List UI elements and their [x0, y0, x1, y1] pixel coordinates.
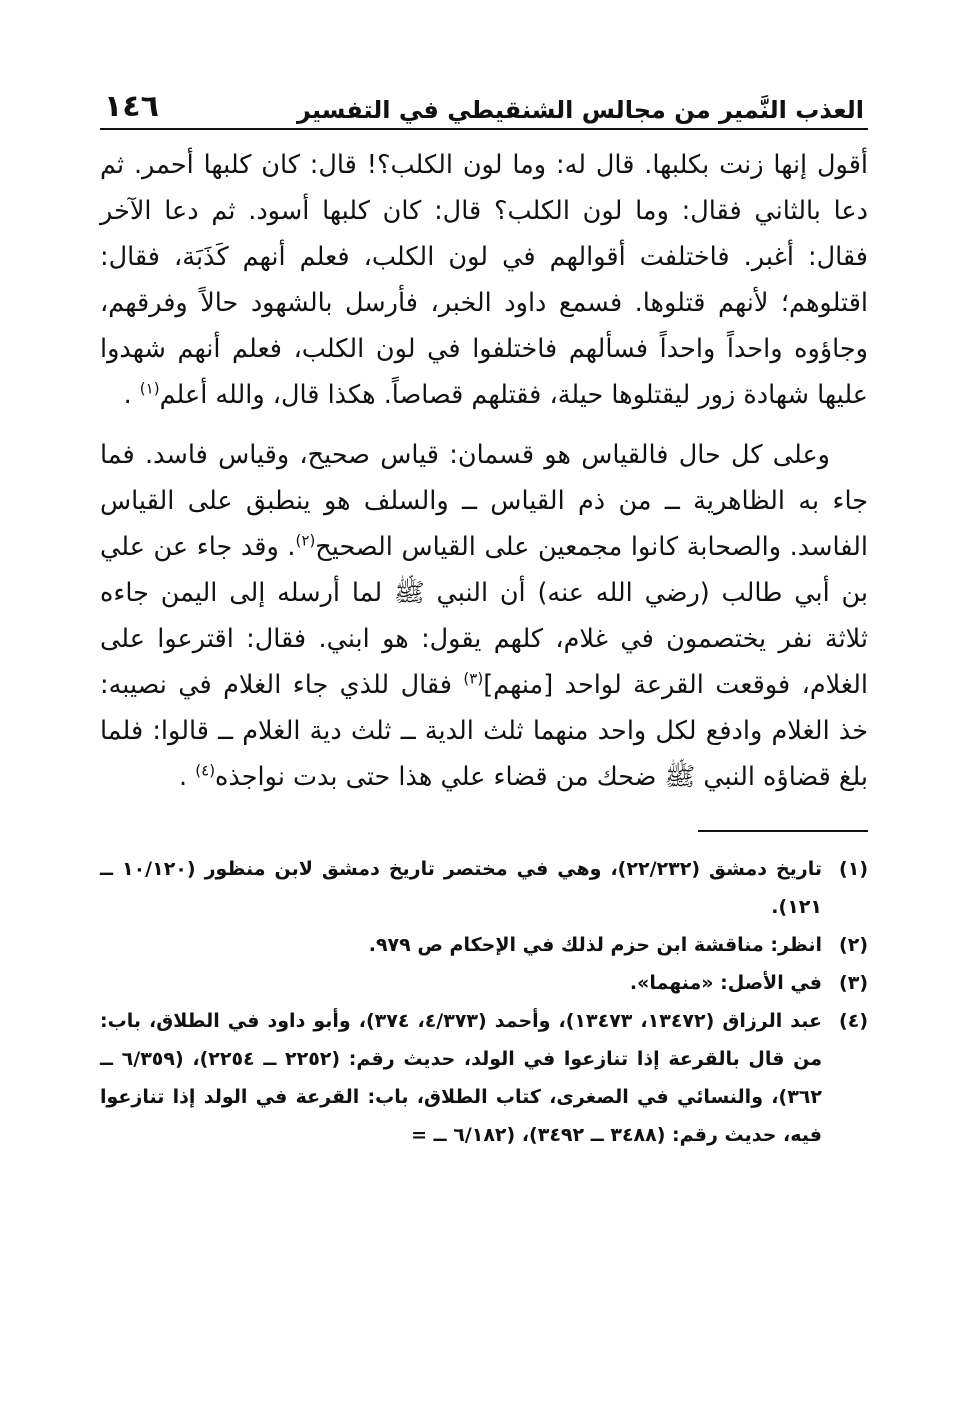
footnote-number: (٣) — [839, 972, 868, 994]
paragraph-1-text: أقول إنها زنت بكلبها. قال له: وما لون الكلب؟! قال: كان كلبها أحمر. ثم دعا بالثاني فقال: وما لون الكلب؟ قال: كان كلبها أسود. ثم دعا الآخر فقال: أغبر. فاختلفت أقوالهم في لون الكلب، فعلم أنهم كَذَبَة، فقال: اقتلوهم؛ لأنهم قتلوها. فسمع داود الخبر، فأرسل بالشهود حالاً وفرقهم، وجاؤوه واحداً واحداً فسألهم فاختلفوا في لون الكلب، فعلم أنهم شهدوا عليها شهادة زور ليقتلوها حيلة، فقتلهم قصاصاً. هكذا قال، والله أعلم — [100, 150, 868, 410]
footnote-text: تاريخ دمشق (٢٢/٢٣٢)، وهي في مختصر تاريخ دمشق لابن منظور (١٠/١٢٠ ــ ١٢١). — [100, 858, 822, 918]
footnote-text: عبد الرزاق (١٣٤٧٢، ١٣٤٧٣)، وأحمد (٤/٣٧٣، ٣٧٤)، وأبو داود في الطلاق، باب: من قال بالقرعة إذا تنازعوا في الولد، حديث رقم: (٢٢٥٢ ــ ٢٢٥٤)، (٦/٣٥٩ ــ ٣٦٢)، والنسائي في الصغرى، كتاب الطلاق، باب: القرعة في الولد إذا تنازعوا فيه، حديث رقم: (٣٤٨٨ ــ ٣٤٩٢)، (٦/١٨٢ ــ = — [100, 1010, 823, 1146]
footnote-ref-1: (١) — [139, 379, 160, 398]
paragraph-2-part1: وعلى كل حال فالقياس هو قسمان: قياس صحيح، وقياس فاسد. فما جاء به الظاهرية ــ من ذم القياس ــ والسلف هو ينطبق على القياس الفاسد. والصحابة كانوا مجمعين على القياس الصحيح — [100, 440, 869, 562]
footnote-number: (١) — [839, 858, 868, 880]
running-title: العذب النَّمير من مجالس الشنقيطي في التفسير — [297, 96, 864, 124]
footnote-number: (٤) — [839, 1010, 868, 1032]
main-text — [100, 142, 868, 800]
paragraph-1 — [100, 142, 868, 418]
paragraph-2-part2: . وقد جاء عن علي بن أبي طالب (رضي الله عنه) أن النبي ﷺ لما أرسله إلى اليمن جاءه ثلاثة نفر يختصمون في غلام، كلهم يقول: هو ابني. فقال: اقترعوا على الغلام، فوقعت القرعة لواحد [منهم] — [100, 532, 868, 700]
footnote-ref-3: (٣) — [463, 669, 484, 688]
footnote-separator — [698, 830, 868, 832]
footnotes — [100, 850, 868, 1154]
footnote-1 — [100, 850, 868, 926]
paragraph-1-end: . — [123, 380, 140, 410]
footnote-ref-4: (٤) — [195, 761, 216, 780]
page-number: ١٤٦ — [104, 89, 159, 124]
paragraph-2-end: . — [179, 762, 196, 792]
footnote-2 — [100, 926, 868, 964]
paragraph-2-part3: فقال للذي جاء الغلام في نصيبه: خذ الغلام وادفع لكل واحد منهما ثلث الدية ــ ثلث دية الغلام ــ قالوا: فلما بلغ قضاؤه النبي ﷺ ضحك من قضاء علي هذا حتى بدت نواجذه — [100, 670, 868, 792]
footnote-3 — [100, 964, 868, 1002]
footnote-ref-2: (٢) — [295, 531, 316, 550]
footnote-4 — [100, 1002, 868, 1154]
page-header — [100, 88, 868, 130]
footnote-number: (٢) — [839, 934, 868, 956]
paragraph-2 — [100, 432, 868, 800]
footnote-text: انظر: مناقشة ابن حزم لذلك في الإحكام ص ٩٧٩. — [368, 934, 822, 956]
book-page — [100, 88, 868, 1154]
footnote-text: في الأصل: «منهما». — [629, 972, 822, 994]
